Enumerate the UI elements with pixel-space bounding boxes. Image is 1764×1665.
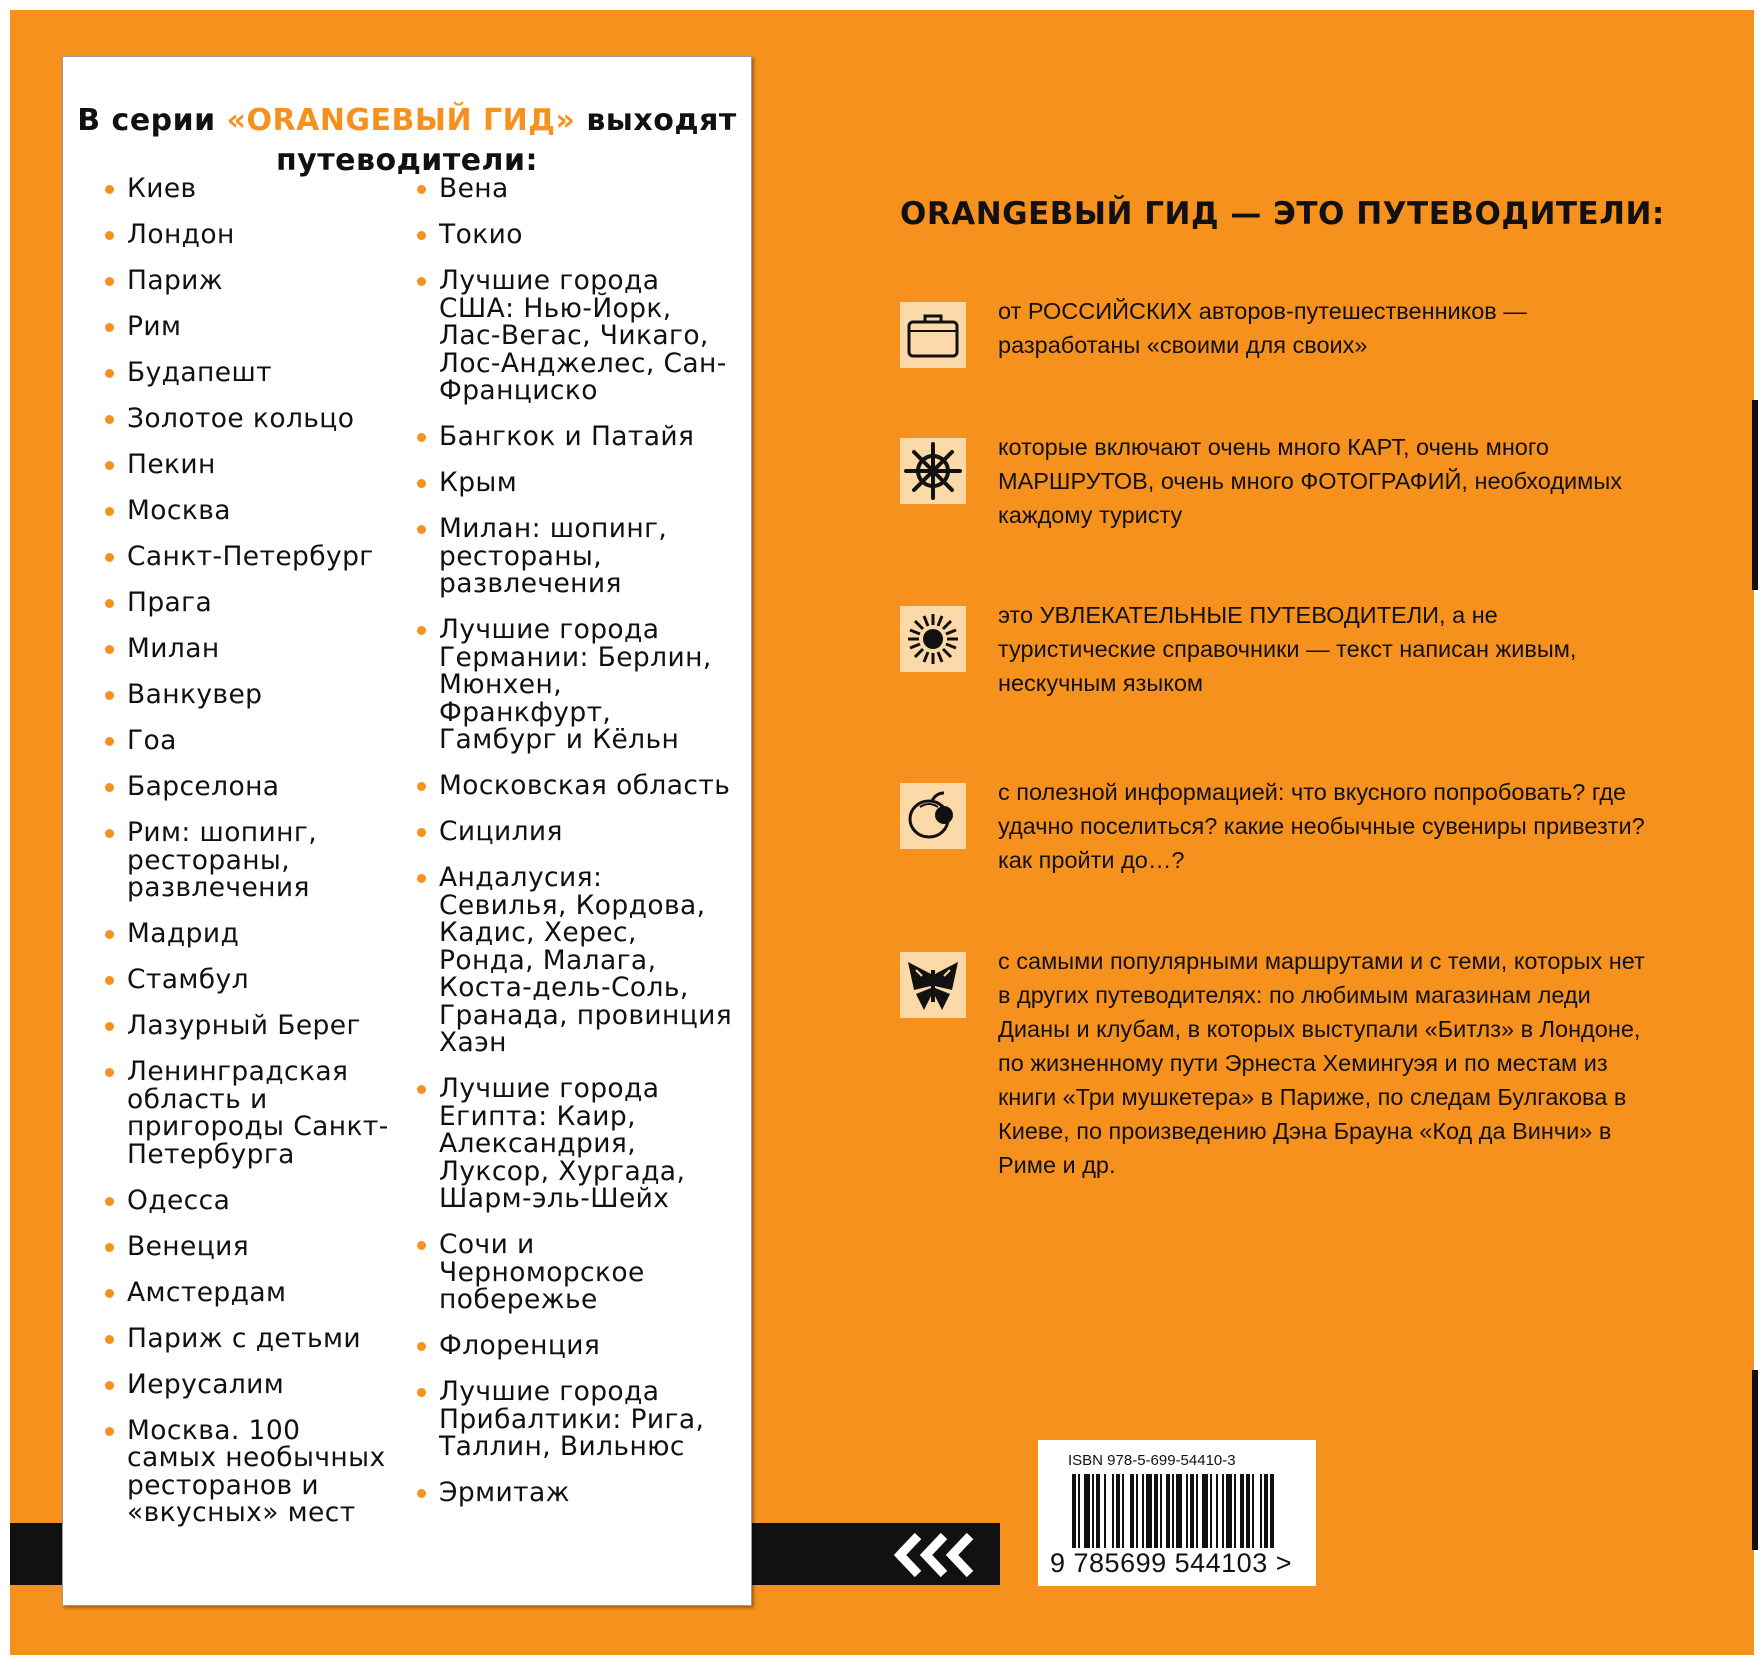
title-text-2: выходят bbox=[575, 103, 737, 138]
feature-text: которые включают очень много КАРТ, очень много МАРШРУТОВ, очень много ФОТОГРАФИЙ, необходимых каждому туристу bbox=[998, 434, 1622, 528]
list-item: Флоренция bbox=[415, 1332, 735, 1360]
list-item: Рим bbox=[103, 313, 398, 341]
list-item: Лучшие города Прибалтики: Рига, Таллин, Вильнюс bbox=[415, 1378, 735, 1461]
title-text: В серии bbox=[77, 103, 227, 138]
list-item: Бангкок и Патайя bbox=[415, 423, 735, 451]
list-item: Лондон bbox=[103, 221, 398, 249]
sun-icon bbox=[900, 606, 966, 672]
about-heading: ORANGEВЫЙ ГИД — ЭТО ПУТЕВОДИТЕЛИ: bbox=[900, 196, 1665, 232]
list-item: Токио bbox=[415, 221, 735, 249]
list-item: Гоа bbox=[103, 727, 398, 755]
list-item: Крым bbox=[415, 469, 735, 497]
ship-wheel-icon bbox=[900, 438, 966, 504]
list-item: Будапешт bbox=[103, 359, 398, 387]
list-item: Эрмитаж bbox=[415, 1479, 735, 1507]
list-item: Лучшие города США: Нью-Йорк, Лас-Вегас, Чикаго, Лос-Анджелес, Сан-Франциско bbox=[415, 267, 735, 405]
list-item: Иерусалим bbox=[103, 1371, 398, 1399]
list-item: Милан: шопинг, рестораны, развлечения bbox=[415, 515, 735, 598]
list-item: Лазурный Берег bbox=[103, 1012, 398, 1040]
list-item: Мадрид bbox=[103, 920, 398, 948]
list-item: Париж bbox=[103, 267, 398, 295]
list-item: Одесса bbox=[103, 1187, 398, 1215]
list-item: Золотое кольцо bbox=[103, 405, 398, 433]
right-edge-mark-bottom bbox=[1752, 1370, 1758, 1550]
brand-name: «ORANGEВЫЙ ГИД» bbox=[226, 103, 576, 138]
list-item: Сицилия bbox=[415, 818, 735, 846]
feature-text: от РОССИЙСКИХ авторов-путешественников — разработаны «своими для своих» bbox=[998, 298, 1527, 358]
butterfly-icon bbox=[900, 952, 966, 1018]
series-list-panel bbox=[62, 56, 752, 1606]
fruit-icon bbox=[900, 783, 966, 849]
list-item: Стамбул bbox=[103, 966, 398, 994]
list-item: Ленинградская область и пригороды Санкт-Петербурга bbox=[103, 1058, 398, 1168]
list-item: Милан bbox=[103, 635, 398, 663]
list-item: Сочи и Черноморское побережье bbox=[415, 1231, 735, 1314]
list-item: Санкт-Петербург bbox=[103, 543, 398, 571]
series-list-left bbox=[103, 175, 398, 1545]
list-item: Амстердам bbox=[103, 1279, 398, 1307]
list-item: Прага bbox=[103, 589, 398, 617]
feature-text: с полезной информацией: что вкусного попробовать? где удачно поселиться? какие необычные сувениры привезти? как пройти до…? bbox=[998, 779, 1645, 873]
list-item: Москва. 100 самых необычных ресторанов и «вкусных» мест bbox=[103, 1417, 398, 1527]
list-item: Ванкувер bbox=[103, 681, 398, 709]
list-item: Киев bbox=[103, 175, 398, 203]
list-item: Венеция bbox=[103, 1233, 398, 1261]
feature-text: с самыми популярными маршрутами и с теми, которых нет в других путеводителях: по любимым магазинам леди Дианы и клубам, в которых выступали «Битлз» в Лондоне, по жизненному пути Эрнеста Хемингуэя и по местам из книги «Три мушкетера» в Париже, по следам Булгакова в Киеве, по произведению Дэна Брауна «Код да Винчи» в Риме и др. bbox=[998, 948, 1645, 1178]
list-item: Москва bbox=[103, 497, 398, 525]
publisher-logo-icon bbox=[890, 1530, 990, 1580]
right-edge-mark-top bbox=[1752, 400, 1758, 590]
list-item: Лучшие города Египта: Каир, Александрия, Луксор, Хургада, Шарм-эль-Шейх bbox=[415, 1075, 735, 1213]
list-item: Барселона bbox=[103, 773, 398, 801]
suitcase-icon bbox=[900, 302, 966, 368]
list-item: Рим: шопинг, рестораны, развлечения bbox=[103, 819, 398, 902]
list-item: Андалусия: Севилья, Кордова, Кадис, Херес, Ронда, Малага, Коста-дель-Соль, Гранада, провинция Хаэн bbox=[415, 864, 735, 1057]
list-item: Лучшие города Германии: Берлин, Мюнхен, Франкфурт, Гамбург и Кёльн bbox=[415, 616, 735, 754]
isbn-label: ISBN 978-5-699-54410-3 bbox=[1068, 1452, 1236, 1469]
list-item: Московская область bbox=[415, 772, 735, 800]
feature-text: это УВЛЕКАТЕЛЬНЫЕ ПУТЕВОДИТЕЛИ, а не туристические справочники — текст написан живым, нескучным языком bbox=[998, 602, 1577, 696]
series-title bbox=[63, 101, 751, 181]
barcode-digits: 9 785699 544103 > bbox=[1050, 1548, 1292, 1578]
title-text-3: путеводители: bbox=[275, 143, 539, 178]
series-list-right bbox=[415, 175, 735, 1525]
list-item: Вена bbox=[415, 175, 735, 203]
barcode-bars bbox=[1072, 1474, 1282, 1548]
barcode bbox=[1038, 1440, 1316, 1586]
list-item: Пекин bbox=[103, 451, 398, 479]
list-item: Париж с детьми bbox=[103, 1325, 398, 1353]
